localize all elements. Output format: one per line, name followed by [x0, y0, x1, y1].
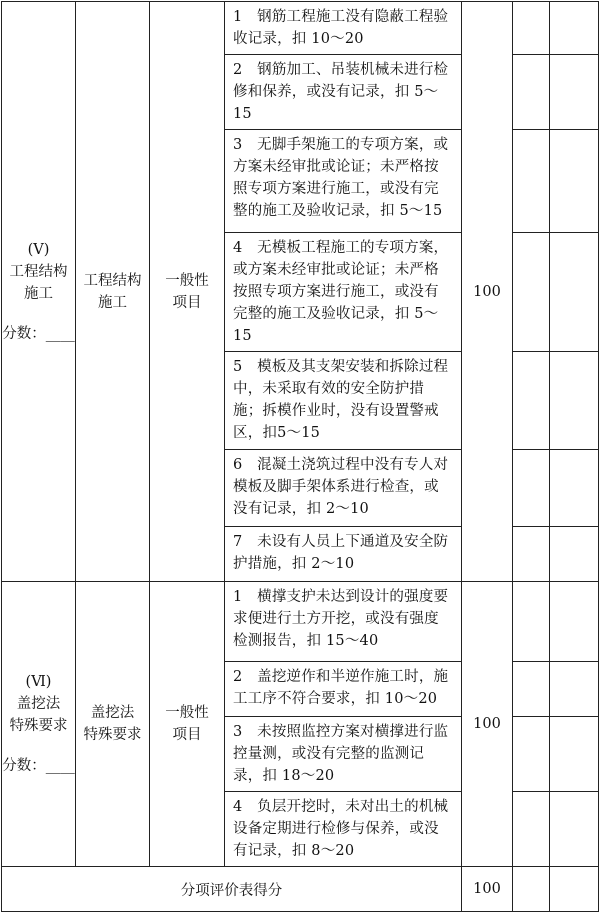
blank-cell	[550, 450, 599, 527]
blank-cell	[550, 582, 599, 662]
section-name-line: 特殊要求	[9, 718, 68, 734]
blank-cell	[513, 582, 550, 662]
item-line: 工程结构	[83, 272, 142, 289]
evaluation-table	[1, 1, 599, 912]
footer-label: 分项评价表得分	[2, 867, 462, 912]
table-row	[2, 2, 599, 55]
section-vi-points: 100	[462, 582, 513, 867]
section-vi-item	[76, 582, 150, 867]
criterion-cell: 5 模板及其支架安装和拆除过程中，未采取有效的安全防护措施；拆模作业时，没有设置警戒区，扣5～15	[225, 352, 462, 450]
section-heading: (Ⅴ)	[27, 241, 50, 258]
blank-cell	[550, 527, 599, 582]
criterion-cell: 2 钢筋加工、吊装机械未进行检修和保养，或没有记录，扣 5～15	[225, 55, 462, 130]
blank-cell	[550, 867, 599, 912]
table-row	[2, 867, 599, 912]
section-name-line: 盖挖法	[16, 696, 61, 712]
score-field: 分数：____	[2, 325, 75, 342]
blank-cell	[513, 130, 550, 233]
section-v-points: 100	[462, 2, 513, 582]
criterion-cell: 2 盖挖逆作和半逆作施工时，施工工序不符合要求，扣 10～20	[225, 662, 462, 717]
section-heading: (Ⅵ)	[25, 674, 52, 690]
section-name-line: 施工	[24, 285, 53, 302]
blank-cell	[513, 792, 550, 867]
blank-cell	[550, 55, 599, 130]
blank-cell	[550, 2, 599, 55]
criterion-cell: 4 负层开挖时，未对出土的机械设备定期进行检修与保养，或没有记录，扣 8～20	[225, 792, 462, 867]
criterion-cell: 7 未设有人员上下通道及安全防护措施，扣 2～10	[225, 527, 462, 582]
section-vi-category	[150, 582, 225, 867]
criterion-cell: 1 横撑支护未达到设计的强度要求便进行土方开挖，或没有强度检测报告，扣 15～40	[225, 582, 462, 662]
criterion-cell: 3 未按照监控方案对横撑进行监控量测，或没有完整的监测记录，扣 18～20	[225, 717, 462, 792]
section-v-category	[150, 2, 225, 582]
section-v-label	[2, 2, 76, 582]
footer-points: 100	[462, 867, 513, 912]
section-name-line: 工程结构	[9, 263, 68, 280]
criterion-cell: 4 无模板工程施工的专项方案，或方案未经审批或论证；未严格按照专项方案进行施工，或没有完整的施工及验收记录，扣 5～15	[225, 233, 462, 352]
category-line: 项目	[172, 727, 202, 743]
blank-cell	[513, 717, 550, 792]
score-field: 分数：____	[2, 758, 75, 774]
category-line: 一般性	[165, 705, 209, 721]
item-line: 特殊要求	[83, 727, 142, 743]
blank-cell	[513, 662, 550, 717]
blank-cell	[513, 450, 550, 527]
item-line: 施工	[98, 294, 127, 311]
blank-cell	[513, 867, 550, 912]
blank-cell	[513, 55, 550, 130]
blank-cell	[513, 352, 550, 450]
blank-cell	[550, 130, 599, 233]
blank-cell	[550, 233, 599, 352]
section-vi-label	[2, 582, 76, 867]
category-line: 一般性	[165, 272, 209, 289]
item-line: 盖挖法	[90, 705, 135, 721]
section-v-item	[76, 2, 150, 582]
blank-cell	[550, 717, 599, 792]
table-row	[2, 582, 599, 662]
criterion-cell: 3 无脚手架施工的专项方案，或方案未经审批或论证；未严格按照专项方案进行施工，或没有完整的施工及验收记录，扣 5～15	[225, 130, 462, 233]
blank-cell	[550, 662, 599, 717]
blank-cell	[550, 352, 599, 450]
category-line: 项目	[172, 294, 202, 311]
criterion-cell: 6 混凝土浇筑过程中没有专人对模板及脚手架体系进行检查，或没有记录，扣 2～10	[225, 450, 462, 527]
blank-cell	[513, 233, 550, 352]
criterion-cell: 1 钢筋工程施工没有隐蔽工程验收记录，扣 10～20	[225, 2, 462, 55]
blank-cell	[550, 792, 599, 867]
blank-cell	[513, 527, 550, 582]
blank-cell	[513, 2, 550, 55]
